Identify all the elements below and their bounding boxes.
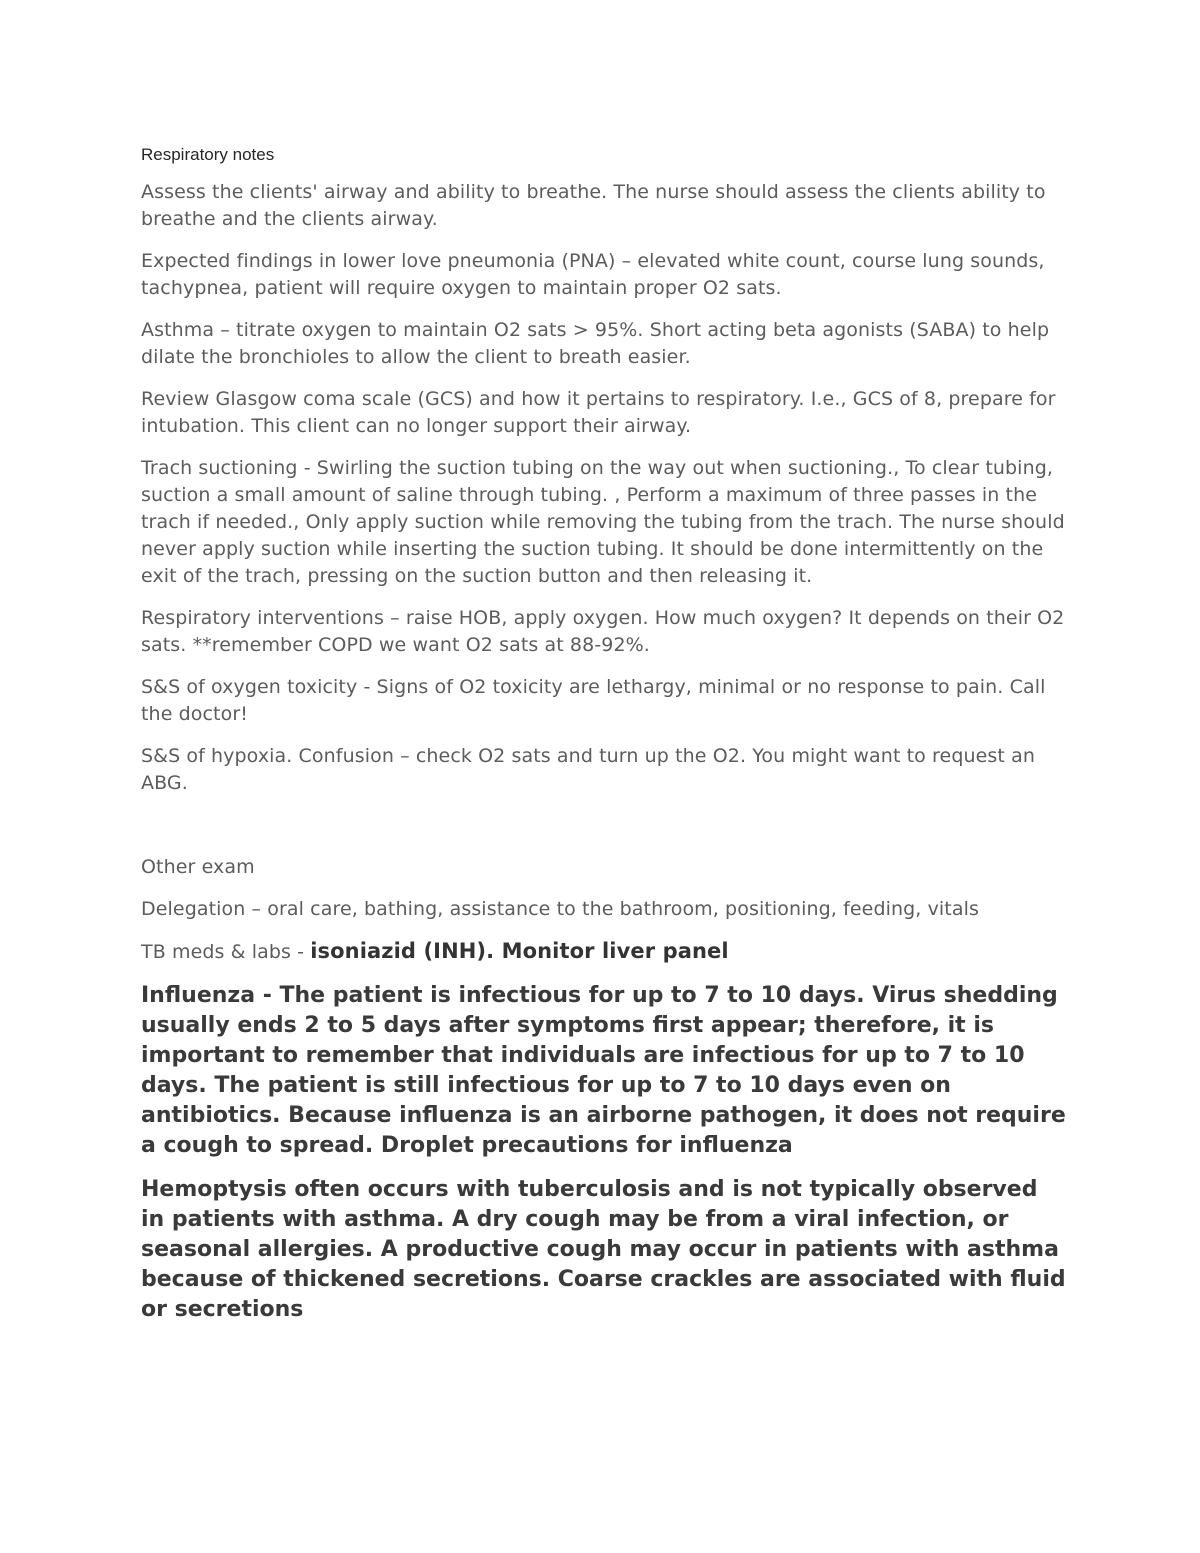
- section-heading-other-exam: Other exam: [141, 856, 255, 878]
- paragraph-influenza: Influenza - The patient is infectious for up to 7 to 10 days. Virus shedding usually ends 2 to 5 days after symptoms first appear; therefore, it is important to remember that individuals are infectious for up to 7 to 10 days. The patient is still infectious for up to 7 to 10 days even on antibiotics. Because influenza is an airborne pathogen, it does not require a cough to spread. Droplet precautions for influenza: [141, 983, 1066, 1158]
- paragraph-gcs: Review Glasgow coma scale (GCS) and how it pertains to respiratory. I.e., GCS of 8, prepare for intubation. This client can no longer support their airway.: [141, 388, 1056, 437]
- section-spacer: [141, 812, 1066, 854]
- paragraph-trach-suctioning: Trach suctioning - Swirling the suction tubing on the way out when suctioning., To clear tubing, suction a small amount of saline through tubing. , Perform a maximum of three passes in the trach if needed., Only apply suction while removing the tubing from the trach. The nurse should never apply suction while inserting the suction tubing. It should be done intermittently on the exit of the trach, pressing on the suction button and then releasing it.: [141, 457, 1065, 587]
- paragraph-oxygen-toxicity: S&S of oxygen toxicity - Signs of O2 toxicity are lethargy, minimal or no response to pain. Call the doctor!: [141, 676, 1046, 725]
- document-title: Respiratory notes: [141, 145, 275, 164]
- paragraph-respiratory-interventions: Respiratory interventions – raise HOB, apply oxygen. How much oxygen? It depends on their O2 sats. **remember COPD we want O2 sats at 88-92%.: [141, 607, 1065, 656]
- paragraph-asthma: Asthma – titrate oxygen to maintain O2 sats > 95%. Short acting beta agonists (SABA) to help dilate the bronchioles to allow the client to breath easier.: [141, 319, 1050, 368]
- paragraph-tb-meds: [141, 938, 1066, 966]
- paragraph-delegation: Delegation – oral care, bathing, assistance to the bathroom, positioning, feeding, vitals: [141, 898, 979, 920]
- tb-label: TB meds & labs -: [141, 941, 311, 963]
- paragraph-hypoxia: S&S of hypoxia. Confusion – check O2 sats and turn up the O2. You might want to request an ABG.: [141, 745, 1035, 794]
- paragraph-hemoptysis: Hemoptysis often occurs with tuberculosis and is not typically observed in patients with asthma. A dry cough may be from a viral infection, or seasonal allergies. A productive cough may occur in patients with asthma because of thickened secretions. Coarse crackles are associated with fluid or secretions: [141, 1177, 1066, 1322]
- paragraph-airway: Assess the clients' airway and ability to breathe. The nurse should assess the clients ability to breathe and the clients airway.: [141, 181, 1046, 230]
- document-body: [141, 143, 1066, 1339]
- paragraph-pneumonia: Expected findings in lower love pneumonia (PNA) – elevated white count, course lung sounds, tachypnea, patient will require oxygen to maintain proper O2 sats.: [141, 250, 1045, 299]
- tb-emphasis: isoniazid (INH). Monitor liver panel: [310, 939, 729, 963]
